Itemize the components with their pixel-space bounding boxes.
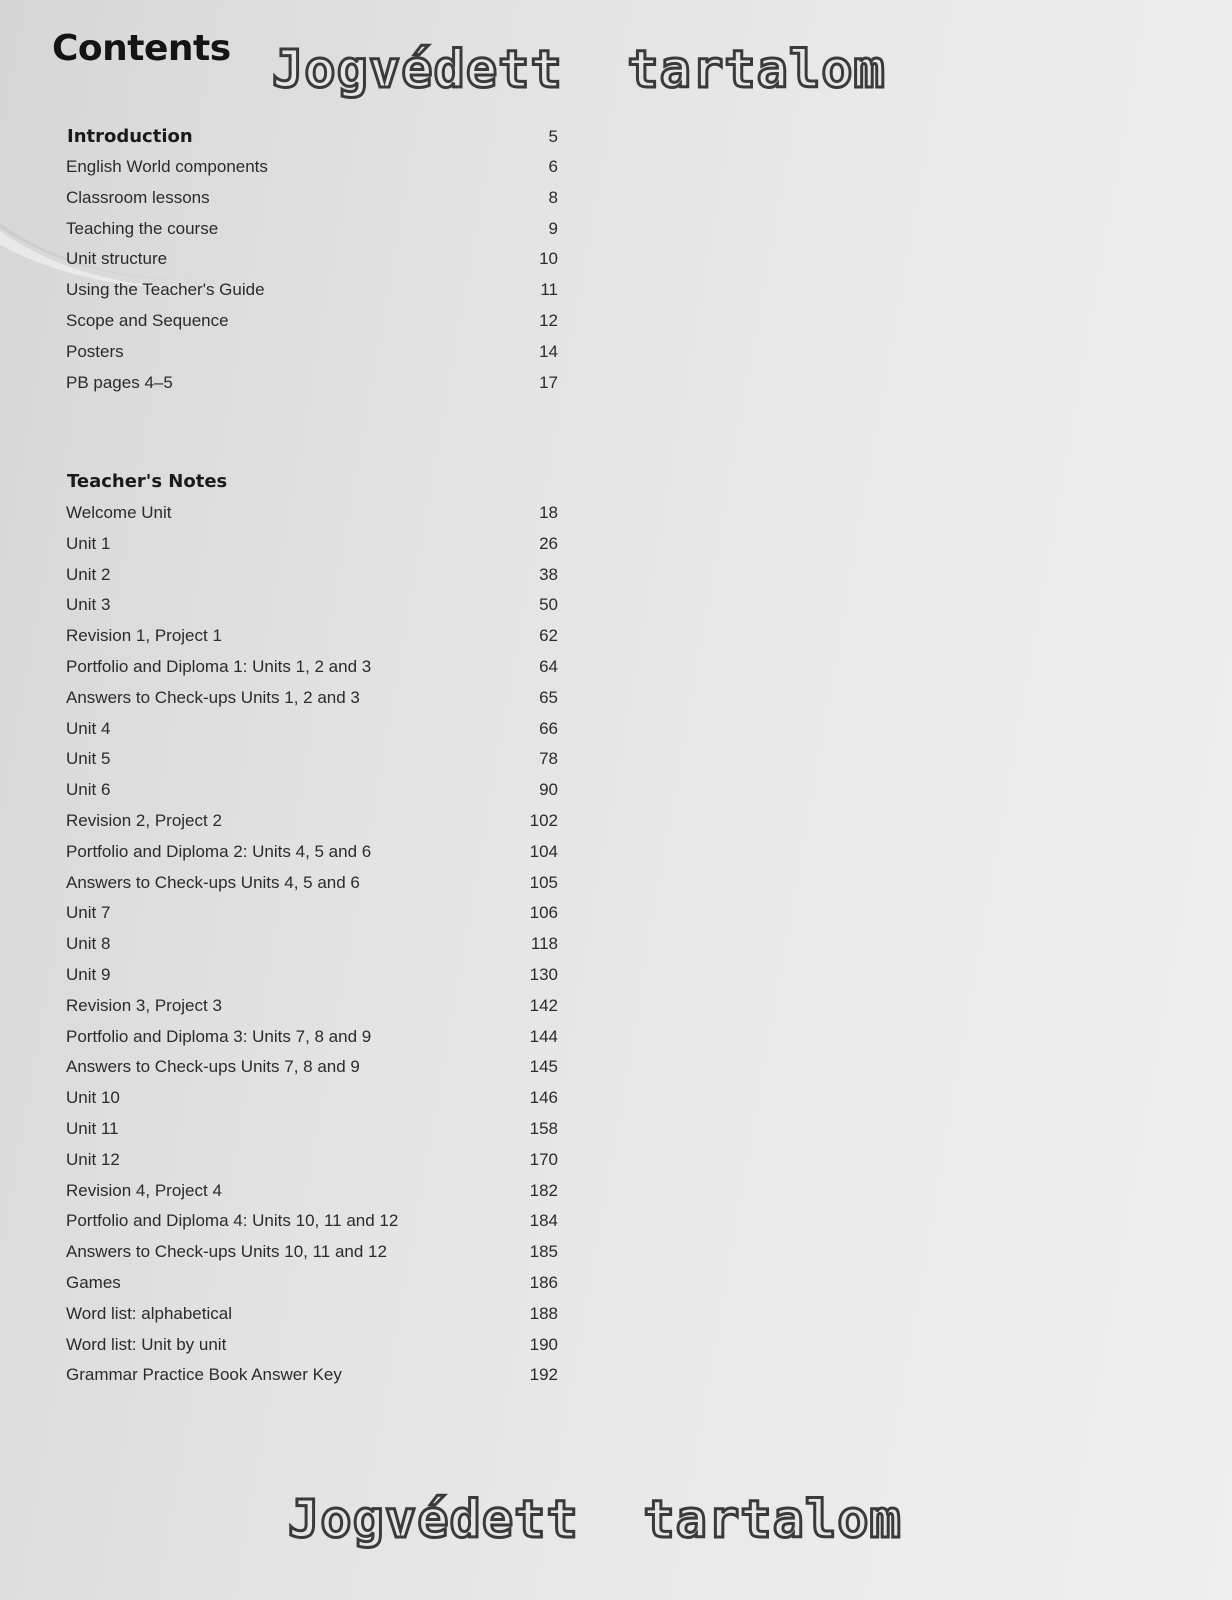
toc-entry-page-number: 182 <box>529 1180 558 1200</box>
toc-entry-page-number: 62 <box>539 626 558 646</box>
toc-entry <box>66 873 558 904</box>
toc-entry <box>66 249 558 280</box>
toc-entry <box>66 657 558 688</box>
toc-entry <box>66 1027 558 1058</box>
toc-entry <box>66 719 558 750</box>
toc-entry <box>66 565 558 596</box>
toc-entry <box>66 1273 558 1304</box>
toc-entry <box>66 903 558 934</box>
toc-entry-label: Portfolio and Diploma 4: Units 10, 11 and 12 <box>66 1211 399 1231</box>
toc-entry-label: Word list: Unit by unit <box>66 1334 227 1354</box>
toc-entry-page-number: 102 <box>529 810 558 830</box>
toc-entry-label: Unit 8 <box>66 934 111 954</box>
toc-entry-label: Answers to Check-ups Units 7, 8 and 9 <box>66 1057 360 1077</box>
section-heading-teachers-notes <box>67 471 227 492</box>
toc-entry <box>66 342 558 373</box>
toc-entry-label: Portfolio and Diploma 2: Units 4, 5 and 6 <box>66 841 372 861</box>
toc-entry-label: Revision 1, Project 1 <box>66 626 222 646</box>
toc-entry-label: Unit structure <box>66 249 168 269</box>
toc-entry <box>66 1088 558 1119</box>
toc-entry-label: Unit 1 <box>66 533 111 553</box>
toc-entry-page-number: 90 <box>539 780 558 800</box>
toc-entry <box>66 934 558 965</box>
toc-entry <box>66 373 558 404</box>
toc-entry-page-number: 130 <box>529 964 558 984</box>
toc-entry <box>66 1335 558 1366</box>
watermark-top: Jogvédett tartalom <box>272 40 886 100</box>
toc-entry-label: Unit 10 <box>66 1088 120 1108</box>
introduction-heading-page: 5 <box>548 127 558 146</box>
toc-entry <box>66 688 558 719</box>
toc-entry-page-number: 158 <box>529 1118 558 1138</box>
toc-entry-page-number: 184 <box>529 1211 558 1231</box>
toc-entry-label: English World components <box>66 157 268 176</box>
watermark-bottom: Jogvédett tartalom <box>288 1490 902 1550</box>
toc-entry-label: Posters <box>66 341 124 361</box>
toc-entry-page-number: 14 <box>539 341 558 361</box>
toc-entry-label: Unit 12 <box>66 1149 120 1169</box>
toc-entry-page-number: 18 <box>539 503 558 522</box>
toc-entry-label: Unit 9 <box>66 964 111 984</box>
toc-entry-page-number: 50 <box>539 595 558 615</box>
toc-entry-page-number: 38 <box>539 564 558 584</box>
toc-entry-page-number: 192 <box>529 1365 558 1385</box>
toc-entry-page-number: 8 <box>548 187 558 207</box>
toc-entry-page-number: 10 <box>539 249 558 269</box>
toc-entry-page-number: 104 <box>529 841 558 861</box>
toc-entry-page-number: 9 <box>548 218 558 238</box>
toc-entry-label: Games <box>66 1272 121 1292</box>
toc-entry-label: Unit 7 <box>66 903 111 923</box>
toc-entry-label: Word list: alphabetical <box>66 1303 232 1323</box>
toc-entry-page-number: 145 <box>529 1057 558 1077</box>
toc-entry <box>66 1181 558 1212</box>
toc-entry <box>66 780 558 811</box>
toc-entry-label: Grammar Practice Book Answer Key <box>66 1365 342 1385</box>
toc-entry-page-number: 17 <box>539 372 558 392</box>
toc-entry <box>66 749 558 780</box>
toc-entry-page-number: 105 <box>529 872 558 892</box>
toc-entry-page-number: 146 <box>529 1088 558 1108</box>
toc-entry-page-number: 12 <box>539 310 558 330</box>
toc-entry <box>66 280 558 311</box>
toc-entry-page-number: 11 <box>540 280 558 300</box>
toc-entry <box>66 1150 558 1181</box>
toc-entry-page-number: 188 <box>529 1303 558 1323</box>
toc-entry <box>66 1242 558 1273</box>
toc-entry-page-number: 170 <box>529 1149 558 1169</box>
toc-entry-page-number: 6 <box>548 157 558 176</box>
introduction-list <box>66 157 558 403</box>
toc-entry-label: Unit 6 <box>66 780 111 800</box>
toc-entry <box>66 503 558 534</box>
toc-entry-label: Portfolio and Diploma 1: Units 1, 2 and 3 <box>66 656 372 676</box>
toc-entry-label: Welcome Unit <box>66 503 172 522</box>
toc-entry-label: Classroom lessons <box>66 187 210 207</box>
toc-entry-page-number: 26 <box>539 533 558 553</box>
toc-entry <box>66 595 558 626</box>
toc-entry-page-number: 65 <box>539 687 558 707</box>
toc-entry-label: Portfolio and Diploma 3: Units 7, 8 and 9 <box>66 1026 372 1046</box>
toc-entry <box>66 842 558 873</box>
toc-entry <box>66 1304 558 1335</box>
section-heading-introduction <box>67 126 193 147</box>
toc-entry-label: Unit 4 <box>66 718 111 738</box>
toc-entry-label: Unit 2 <box>66 564 111 584</box>
toc-entry-label: Unit 5 <box>66 749 111 769</box>
toc-entry <box>66 219 558 250</box>
toc-entry-page-number: 142 <box>529 995 558 1015</box>
toc-entry-page-number: 190 <box>529 1334 558 1354</box>
toc-entry <box>66 1211 558 1242</box>
toc-entry-label: Answers to Check-ups Units 10, 11 and 12 <box>66 1242 387 1262</box>
toc-entry <box>66 626 558 657</box>
toc-entry <box>66 1057 558 1088</box>
toc-entry <box>66 534 558 565</box>
toc-entry <box>66 188 558 219</box>
toc-entry-page-number: 78 <box>539 749 558 769</box>
toc-entry-label: Answers to Check-ups Units 1, 2 and 3 <box>66 687 360 707</box>
toc-entry-page-number: 144 <box>529 1026 558 1046</box>
toc-entry <box>66 157 558 188</box>
toc-entry <box>66 811 558 842</box>
toc-entry-label: Teaching the course <box>66 218 219 238</box>
toc-entry-label: Scope and Sequence <box>66 310 229 330</box>
toc-entry-page-number: 118 <box>530 934 558 954</box>
toc-entry <box>66 311 558 342</box>
teachers-notes-heading-label: Teacher's Notes <box>67 471 228 492</box>
toc-entry-label: PB pages 4–5 <box>66 372 173 392</box>
toc-entry-label: Revision 2, Project 2 <box>66 810 222 830</box>
toc-entry-page-number: 66 <box>539 718 558 738</box>
toc-entry-label: Revision 4, Project 4 <box>66 1180 222 1200</box>
toc-entry-page-number: 64 <box>539 656 558 676</box>
page-title: Contents <box>52 28 231 69</box>
toc-entry-label: Unit 11 <box>66 1118 119 1138</box>
introduction-heading-label: Introduction <box>67 126 193 147</box>
toc-entry <box>66 1365 558 1396</box>
toc-entry <box>66 965 558 996</box>
toc-entry <box>66 1119 558 1150</box>
toc-entry <box>66 996 558 1027</box>
teachers-notes-list <box>66 503 558 1396</box>
toc-entry-label: Unit 3 <box>66 595 111 615</box>
toc-entry-page-number: 186 <box>529 1272 558 1292</box>
toc-entry-label: Revision 3, Project 3 <box>66 995 222 1015</box>
toc-entry-page-number: 106 <box>529 903 558 923</box>
toc-entry-label: Answers to Check-ups Units 4, 5 and 6 <box>66 872 360 892</box>
toc-entry-label: Using the Teacher's Guide <box>66 280 265 300</box>
toc-entry-page-number: 185 <box>529 1242 558 1262</box>
